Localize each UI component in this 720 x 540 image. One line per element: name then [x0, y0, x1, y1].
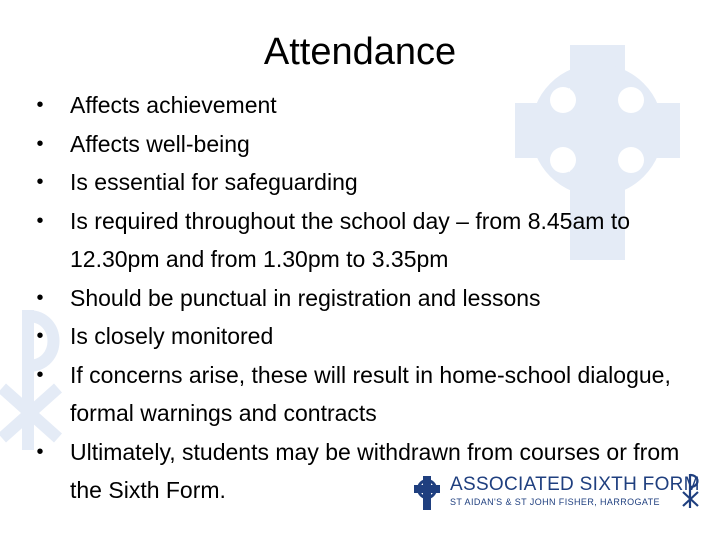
- list-item-text: Affects well-being: [70, 130, 250, 157]
- bullet-icon: •: [36, 132, 44, 155]
- bullet-icon: •: [36, 325, 44, 347]
- celtic-cross-icon: [412, 476, 442, 510]
- list-item: [30, 317, 690, 356]
- list-item-text: Is essential for safeguarding: [70, 169, 358, 195]
- list-item-text: If concerns arise, these will result in home-school dialogue, formal warnings and contracts: [70, 361, 671, 426]
- list-item: [30, 356, 690, 433]
- list-item: [30, 86, 690, 125]
- list-item: [30, 202, 690, 279]
- list-item-text: Ultimately, students may be withdrawn from courses or from the Sixth Form.: [70, 438, 680, 503]
- bullet-icon: •: [36, 171, 44, 193]
- list-item-text: Is closely monitored: [70, 323, 274, 349]
- list-item-text: Is required throughout the school day – from 8.45am to 12.30pm and from 1.30pm to 3.35pm: [70, 207, 630, 272]
- bullet-icon: •: [36, 440, 44, 463]
- school-logo: [412, 472, 712, 512]
- logo-name: ASSOCIATED SIXTH FORM: [450, 474, 700, 495]
- list-item-text: Should be punctual in registration and lessons: [70, 284, 541, 311]
- slide-title: Attendance: [263, 31, 457, 73]
- bullet-icon: •: [36, 209, 44, 232]
- logo-subtitle: ST AIDAN'S & ST JOHN FISHER, HARROGATE: [450, 497, 660, 507]
- list-item: [30, 279, 690, 318]
- list-item: [30, 125, 690, 164]
- bullet-icon: •: [36, 94, 44, 116]
- bullet-icon: •: [36, 286, 44, 309]
- list-item-text: Affects achievement: [70, 92, 277, 118]
- list-item: [30, 163, 690, 202]
- bullet-icon: •: [36, 363, 44, 386]
- bullet-list: [30, 86, 690, 510]
- chi-rho-icon: [682, 472, 702, 510]
